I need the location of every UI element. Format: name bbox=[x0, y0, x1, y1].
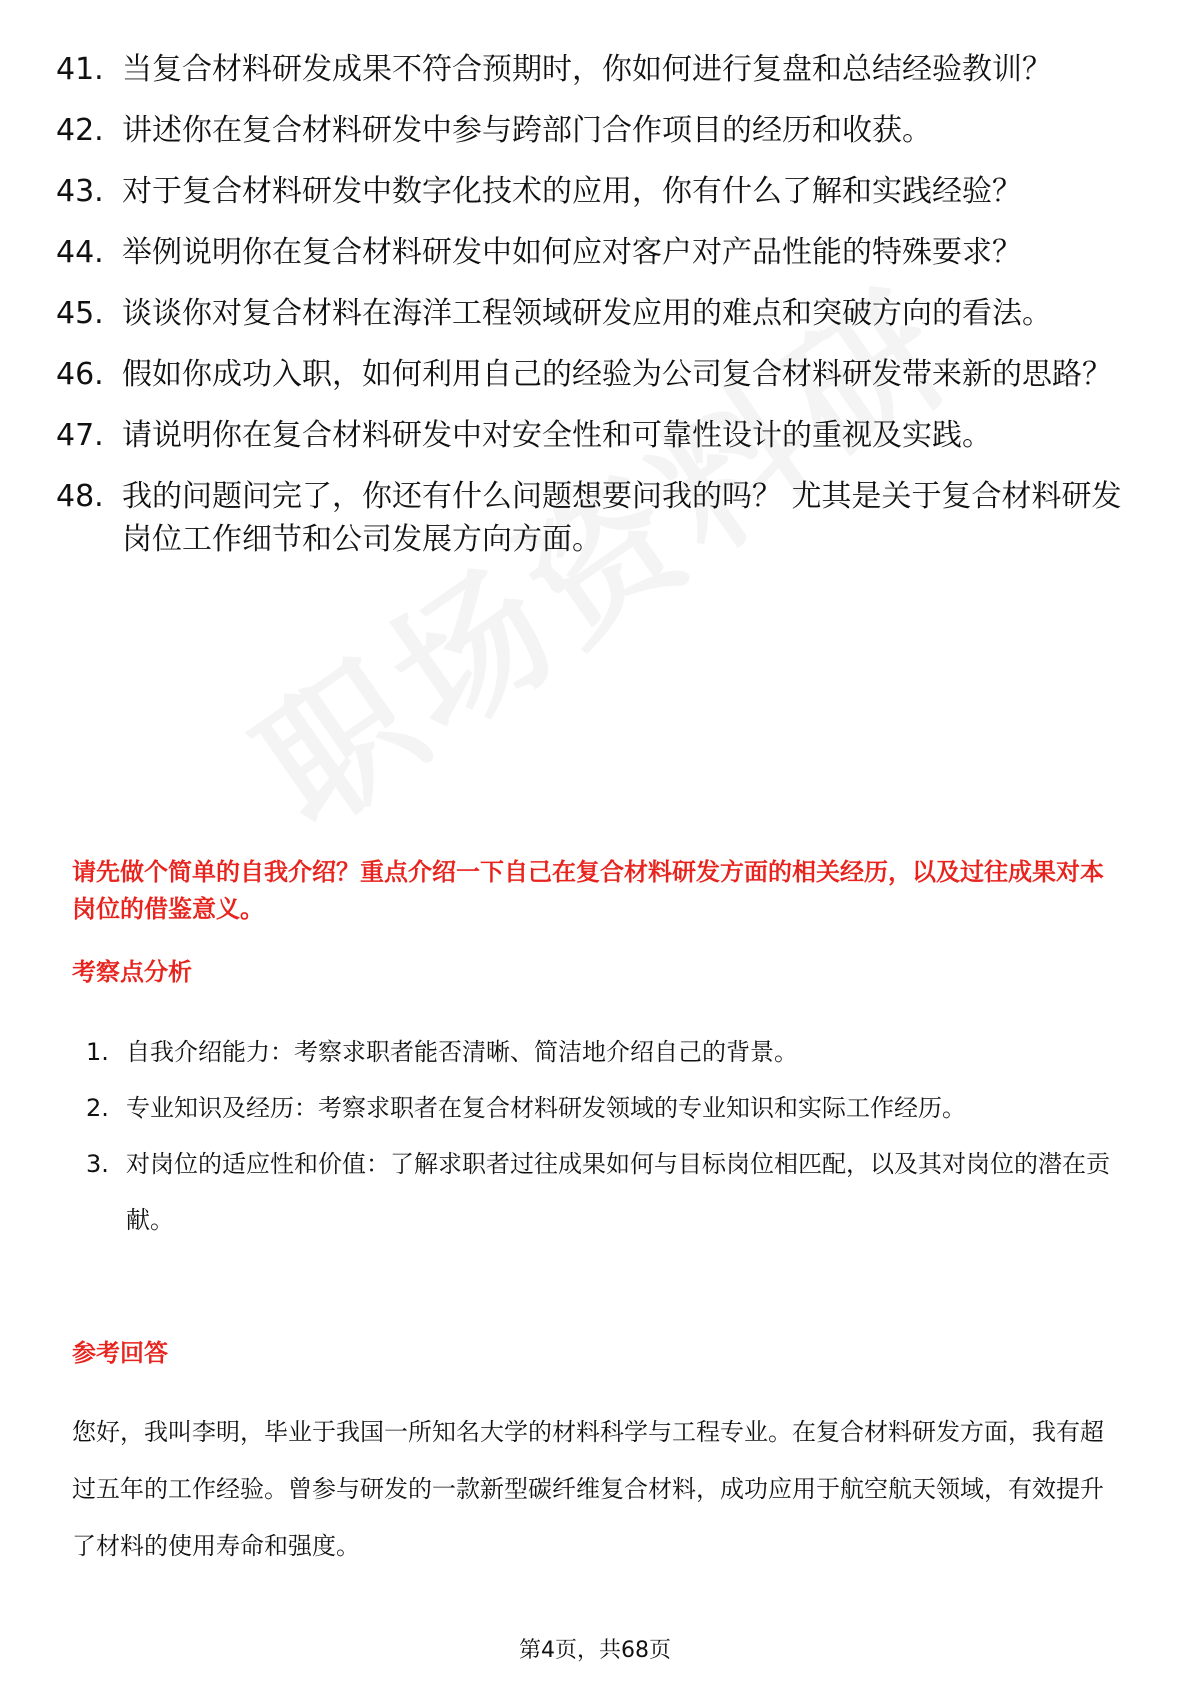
question-number: 44. bbox=[56, 235, 104, 270]
question-text: 请说明你在复合材料研发中对安全性和可靠性设计的重视及实践。 bbox=[122, 418, 992, 453]
question-text: 举例说明你在复合材料研发中如何应对客户对产品性能的特殊要求？ bbox=[122, 235, 1022, 270]
question-text: 当复合材料研发成果不符合预期时，你如何进行复盘和总结经验教训？ bbox=[122, 52, 1052, 87]
question-text: 讲述你在复合材料研发中参与跨部门合作项目的经历和收获。 bbox=[122, 113, 932, 148]
question-list bbox=[56, 48, 1126, 579]
point-text: 专业知识及经历：考察求职者在复合材料研发领域的专业知识和实际工作经历。 bbox=[126, 1094, 966, 1122]
analysis-point bbox=[86, 1080, 1126, 1136]
question-item bbox=[56, 48, 1126, 91]
analysis-point bbox=[86, 1024, 1126, 1080]
question-item bbox=[56, 109, 1126, 152]
question-number: 48. bbox=[56, 479, 104, 514]
page-footer: 第4页，共68页 bbox=[519, 1638, 671, 1663]
question-text: 谈谈你对复合材料在海洋工程领域研发应用的难点和突破方向的看法。 bbox=[122, 296, 1052, 331]
analysis-point-list bbox=[86, 1024, 1126, 1248]
highlight-question: 请先做个简单的自我介绍？重点介绍一下自己在复合材料研发方面的相关经历，以及过往成果对本岗位的借鉴意义。 bbox=[72, 858, 1104, 923]
reference-answer: 您好，我叫李明，毕业于我国一所知名大学的材料科学与工程专业。在复合材料研发方面，我有超过五年的工作经验。曾参与研发的一款新型碳纤维复合材料，成功应用于航空航天领域，有效提升了材料的使用寿命和强度。 bbox=[72, 1418, 1104, 1560]
question-text: 假如你成功入职，如何利用自己的经验为公司复合材料研发带来新的思路？ bbox=[122, 357, 1112, 392]
question-number: 47. bbox=[56, 418, 104, 453]
question-item bbox=[56, 414, 1126, 457]
question-number: 46. bbox=[56, 357, 104, 392]
question-item bbox=[56, 353, 1126, 396]
point-number: 1. bbox=[86, 1038, 109, 1066]
question-number: 45. bbox=[56, 296, 104, 331]
point-number: 2. bbox=[86, 1094, 109, 1122]
question-item bbox=[56, 231, 1126, 274]
point-text: 对岗位的适应性和价值：了解求职者过往成果如何与目标岗位相匹配，以及其对岗位的潜在贡献。 bbox=[126, 1150, 1110, 1234]
question-item bbox=[56, 170, 1126, 213]
analysis-point bbox=[86, 1136, 1126, 1248]
question-text: 我的问题问完了，你还有什么问题想要问我的吗？ 尤其是关于复合材料研发岗位工作细节和公司发展方向方面。 bbox=[122, 479, 1122, 557]
reference-heading: 参考回答 bbox=[72, 1339, 168, 1367]
point-text: 自我介绍能力：考察求职者能否清晰、简洁地介绍自己的背景。 bbox=[126, 1038, 798, 1066]
point-number: 3. bbox=[86, 1150, 109, 1178]
question-item bbox=[56, 292, 1126, 335]
question-number: 41. bbox=[56, 52, 104, 87]
question-item bbox=[56, 475, 1126, 561]
question-number: 43. bbox=[56, 174, 104, 209]
analysis-heading: 考察点分析 bbox=[72, 958, 192, 986]
question-text: 对于复合材料研发中数字化技术的应用，你有什么了解和实践经验？ bbox=[122, 174, 1022, 209]
question-number: 42. bbox=[56, 113, 104, 148]
